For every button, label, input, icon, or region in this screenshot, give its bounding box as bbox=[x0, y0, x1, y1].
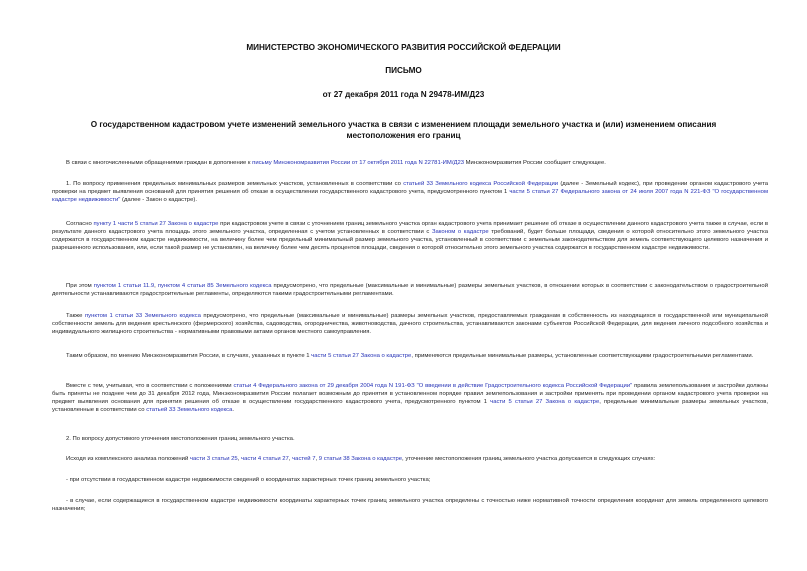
text: Также bbox=[66, 313, 85, 319]
text: предусмотрено, что предельные (максимальные и минимальные) размеры земельных участков, предоставляемых гражданам в собственность из находящихся в государственной или муниципальной собственности земель для ведения крестьянского (фермерского) хозяйства, садоводства, огородничества, животноводства, дачного строительства, устанавливаются законами субъектов Российской Федерации, для ведения личного подсобного хозяйства и индивидуального жилищного строительства - нормативными правовыми актами органов местного самоуправления. bbox=[52, 313, 768, 335]
paragraph bbox=[52, 181, 768, 205]
document-title: О государственном кадастровом учете изменений земельного участка в связи с изменением площади земельного участка и (или) изменением описания местоположения его границ bbox=[90, 120, 717, 140]
text: - при отсутствии в государственном кадастре недвижимости сведений о координатах характерных точек границ земельного участка; bbox=[66, 477, 431, 483]
text: В связи с многочисленными обращениями граждан в дополнение к bbox=[66, 160, 253, 166]
paragraph bbox=[52, 456, 768, 464]
paragraph bbox=[52, 313, 768, 337]
link-article-33-land-code[interactable]: статьей 33 Земельного кодекса bbox=[146, 406, 233, 413]
link-article-33-land-code[interactable]: статьей 33 Земельного кодекса Российской Федерации bbox=[403, 181, 559, 187]
link-cadastre-law-item-1[interactable]: пункту 1 части 5 статьи 27 Закона о кадастре bbox=[93, 221, 219, 227]
link-article-85-land-code[interactable]: пунктом 4 статьи 85 Земельного кодекса bbox=[157, 283, 272, 289]
paragraph bbox=[52, 477, 768, 485]
paragraph bbox=[52, 160, 768, 168]
paragraph bbox=[52, 436, 768, 444]
text: . bbox=[232, 406, 235, 413]
text: , bbox=[154, 283, 158, 289]
link-article-27-part-4[interactable]: части 4 статьи 27 bbox=[241, 456, 289, 462]
text: - в случае, если содержащиеся в государственном кадастре недвижимости координаты характерных точек границ земельного участка определены с точностью ниже нормативной точности определения координат для земель определенного целевого назначения; bbox=[52, 498, 768, 512]
link-letter-22781[interactable]: письму Минэкономразвития России от 17 октября 2011 года N 22781-ИМ/Д23 bbox=[252, 160, 465, 166]
text: (далее - Земельный кодекс), при проведении органом кадастрового учета проверки на предмет выявления оснований для принятия решения об отказе в осуществлении государственного кадастрового учета, предусмотренного пунктом 1 bbox=[52, 181, 768, 195]
text: Исходя из комплексного анализа положений bbox=[66, 456, 190, 462]
link-cadastre-law-article-27[interactable]: части 5 статьи 27 Закона о кадастре bbox=[311, 353, 412, 359]
link-law-191-fz[interactable]: статьи 4 Федерального закона от 29 декабря 2004 года N 191-ФЗ "О введении в действие Градостроительного кодекса Российской Федерации" bbox=[233, 383, 633, 389]
paragraph bbox=[52, 383, 768, 415]
text: При этом bbox=[66, 283, 94, 289]
text: 1. По вопросу применения предельных минимальных размеров земельных участков, установленных в соответствии со bbox=[66, 181, 404, 187]
link-article-25-part-3[interactable]: части 3 статьи 25 bbox=[189, 456, 238, 462]
text: Согласно bbox=[66, 221, 94, 227]
text: 2. По вопросу допустимого уточнения местоположения границ земельного участка. bbox=[66, 436, 295, 442]
link-cadastre-law[interactable]: Законом о кадастре bbox=[431, 228, 489, 235]
document-date-number: от 27 декабря 2011 года N 29478-ИМ/Д23 bbox=[322, 90, 485, 99]
paragraph bbox=[52, 221, 768, 253]
document-type: ПИСЬМО bbox=[385, 66, 422, 75]
text: , применяются предельные минимальные размеры, установленные соответствующими градостроительными регламентами. bbox=[411, 353, 754, 359]
text: Минэкономразвития России сообщает следующее. bbox=[464, 160, 606, 166]
link-cadastre-law-article-27[interactable]: части 5 статьи 27 Закона о кадастре bbox=[490, 398, 600, 405]
text: предусмотрено, что предельные (максимальные и минимальные) размеры земельных участков, в отношении которых в соответствии с законодательством о градостроительной деятельности устанавливаются градостроительные регламенты, определяются такими градостроительными регламентами. bbox=[52, 283, 769, 297]
text: правила землепользования и застройки должны быть приняты не позднее чем до 31 декабря 2012 года, Минэкономразвития России полагает возможным до принятия в установленном порядке правил землепользования и застройки применять при проведении органом кадастрового учета проверки на предмет выявления основания для принятия решения об отказе в осуществлении государственного кадастрового учета, предусмотренного пунктом 1 bbox=[52, 383, 768, 405]
link-law-221-fz[interactable]: части 5 статьи 27 Федерального закона от 24 июля 2007 года N 221-ФЗ "О государственном кадастре недвижимости" bbox=[52, 188, 768, 203]
paragraph bbox=[52, 283, 768, 299]
link-article-33-item-1[interactable]: пунктом 1 статьи 33 Земельного кодекса bbox=[84, 313, 201, 319]
text: Таким образом, по мнению Минэкономразвития России, в случаях, указанных в пункте 1 bbox=[66, 353, 312, 359]
ministry-heading: МИНИСТЕРСТВО ЭКОНОМИЧЕСКОГО РАЗВИТИЯ РОССИЙСКОЙ ФЕДЕРАЦИИ bbox=[246, 43, 561, 52]
text: , предельные минимальные размеры земельных участков, установленные в соответствии со bbox=[52, 398, 768, 413]
text: , bbox=[288, 456, 293, 462]
text: Вместе с тем, учитывая, что в соответствии с положениями bbox=[66, 383, 234, 389]
text: , bbox=[237, 456, 241, 462]
text: требований, будет больше площади, сведения о которой относительно этого земельного участка содержатся в государственном кадастре недвижимости, на величину более чем предельный минимальный размер земельного участка, установленный в соответствии с земельным законодательством для земель соответствующего целевого назначения и разрешенного использования, или, если такой размер не установлен, на величину более чем десять процентов площади, сведения о которой относительно этого земельного участка содержатся в государственном кадастре недвижимости. bbox=[52, 228, 769, 251]
link-article-11-9[interactable]: пунктом 1 статьи 11.9 bbox=[93, 283, 155, 289]
link-article-38-part-9[interactable]: 9 bbox=[318, 456, 323, 462]
paragraph bbox=[52, 353, 768, 361]
link-article-38-cadastre-law[interactable]: статьи 38 Закона о кадастре bbox=[323, 456, 403, 462]
text: , уточнение местоположения границ земельного участка допускается в следующих случаях: bbox=[402, 456, 656, 462]
paragraph bbox=[52, 498, 768, 514]
link-article-38-part-7[interactable]: частей 7 bbox=[292, 456, 316, 462]
text: при кадастровом учете в связи с уточнением границ земельного участка орган кадастрового учета принимает решение об отказе в осуществлении данного кадастрового учета также в случае, если в результате данного кадастрового учета площадь этого земельного участка, определенная с учетом установленных в соответствии с bbox=[52, 221, 769, 235]
text: , bbox=[315, 456, 319, 462]
text: (далее - Закон о кадастре). bbox=[120, 196, 197, 203]
